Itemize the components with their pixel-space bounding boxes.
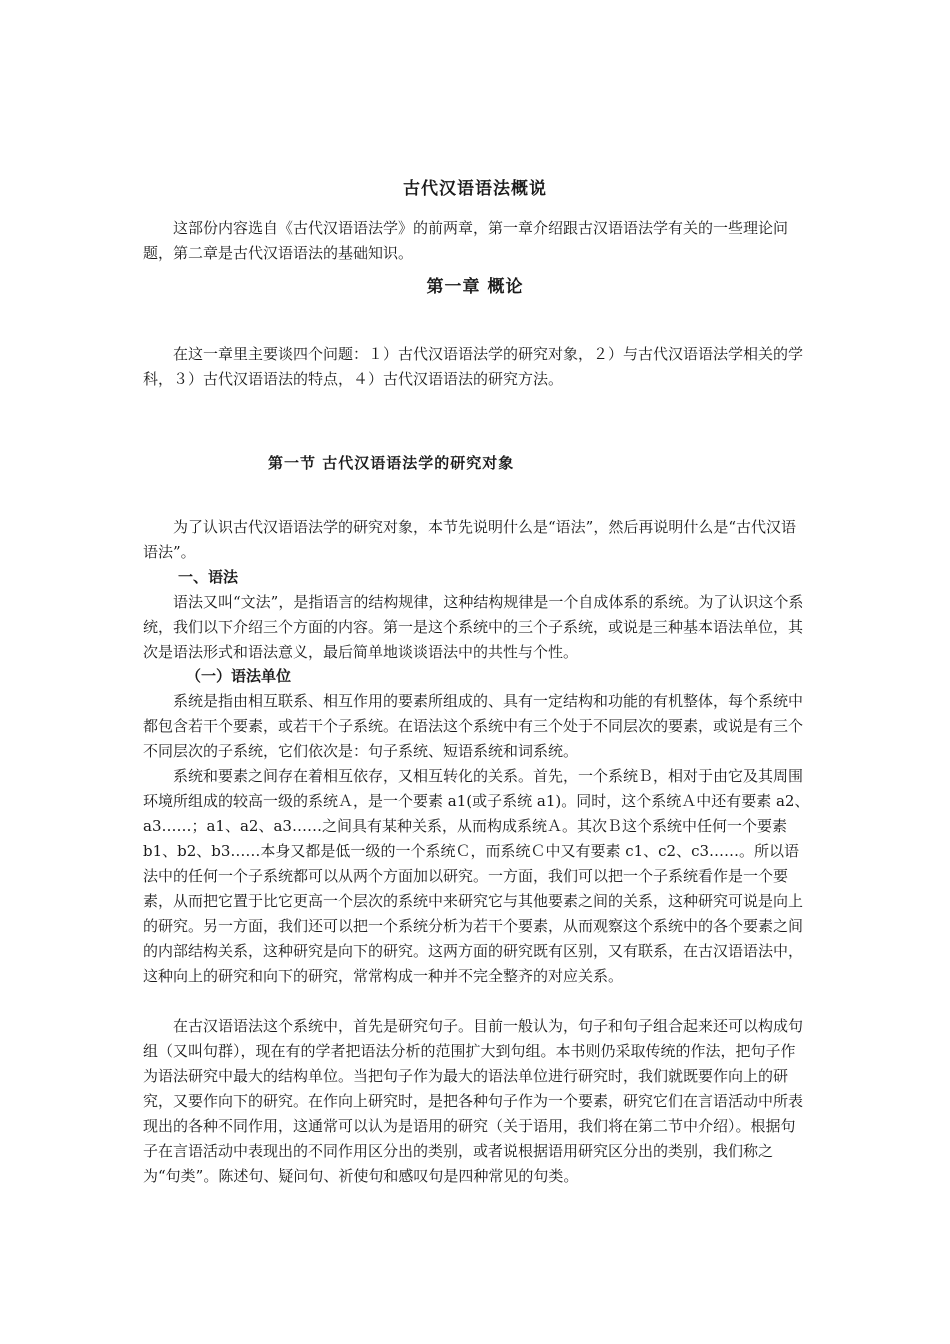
elements-paragraph: 系统和要素之间存在着相互依存，又相互转化的关系。首先，一个系统Ｂ，相对于由它及其周围环境所组成的较高一级的系统Ａ，是一个要素 a1(或子系统 a1)。同时，这个系统Ａ中还有要素 a2、a3……；a1、a2、a3……之间具有某种关系，从而构成系统Ａ。其次Ｂ这个系统中任何一个要素 b1、b2、b3……本身又都是低一级的一个系统Ｃ，而系统Ｃ中又有要素 c1、c2、c3……。所以语法中的任何一个子系统都可以从两个方面加以研究。一方面，我们可以把一个子系统看作是一个要素，从而把它置于比它更高一个层次的系统中来研究它与其他要素之间的关系，这种研究可说是向上的研究。另一方面，我们还可以把一个系统分析为若干个要素，从而观察这个系统中的各个要素之间的内部结构关系，这种研究是向下的研究。这两方面的研究既有区别，又有联系，在古汉语语法中，这种向上的研究和向下的研究，常常构成一种并不完全整齐的对应关系。 bbox=[143, 767, 810, 985]
section-title: 第一节 古代汉语语法学的研究对象 bbox=[268, 454, 515, 472]
grammar-paragraph: 语法又叫“文法”，是指语言的结构规律，这种结构规律是一个自成体系的系统。为了认识这个系统，我们以下介绍三个方面的内容。第一是这个系统中的三个子系统，或说是三种基本语法单位，其次是语法形式和语法意义，最后简单地谈谈语法中的共性与个性。 bbox=[143, 593, 804, 661]
chapter-intro-paragraph: 在这一章里主要谈四个问题：１）古代汉语语法学的研究对象，２）与古代汉语语法学相关的学科，３）古代汉语语法的特点，４）古代汉语语法的研究方法。 bbox=[143, 345, 804, 388]
section-intro-paragraph: 为了认识古代汉语语法学的研究对象，本节先说明什么是“语法”，然后再说明什么是“古代汉语语法”。 bbox=[143, 518, 797, 561]
system-paragraph: 系统是指由相互联系、相互作用的要素所组成的、具有一定结构和功能的有机整体，每个系统中都包含若干个要素，或若干个子系统。在语法这个系统中有三个处于不同层次的要素，或说是有三个不同层次的子系统，它们依次是：句子系统、短语系统和词系统。 bbox=[143, 692, 804, 760]
subheading-grammar: 一、语法 bbox=[178, 568, 239, 586]
intro-paragraph: 这部份内容选自《古代汉语语法学》的前两章，第一章介绍跟古汉语语法学有关的一些理论问题，第二章是古代汉语语法的基础知识。 bbox=[143, 219, 789, 262]
document-title: 古代汉语语法概说 bbox=[403, 179, 547, 199]
chapter-title: 第一章 概论 bbox=[426, 277, 524, 297]
subheading-grammar-units: （一）语法单位 bbox=[186, 667, 292, 685]
sentence-paragraph: 在古汉语语法这个系统中，首先是研究句子。目前一般认为，句子和句子组合起来还可以构成句组（又叫句群），现在有的学者把语法分析的范围扩大到句组。本书则仍采取传统的作法，把句子作为语法研究中最大的结构单位。当把句子作为最大的语法单位进行研究时，我们就既要作向上的研究，又要作向下的研究。在作向上研究时，是把各种句子作为一个要素，研究它们在言语活动中所表现出的各种不同作用，这通常可以认为是语用的研究（关于语用，我们将在第二节中介绍）。根据句子在言语活动中表现出的不同作用区分出的类别，或者说根据语用研究区分出的类别，我们称之为“句类”。陈述句、疑问句、祈使句和感叹句是四种常见的句类。 bbox=[143, 1017, 804, 1185]
